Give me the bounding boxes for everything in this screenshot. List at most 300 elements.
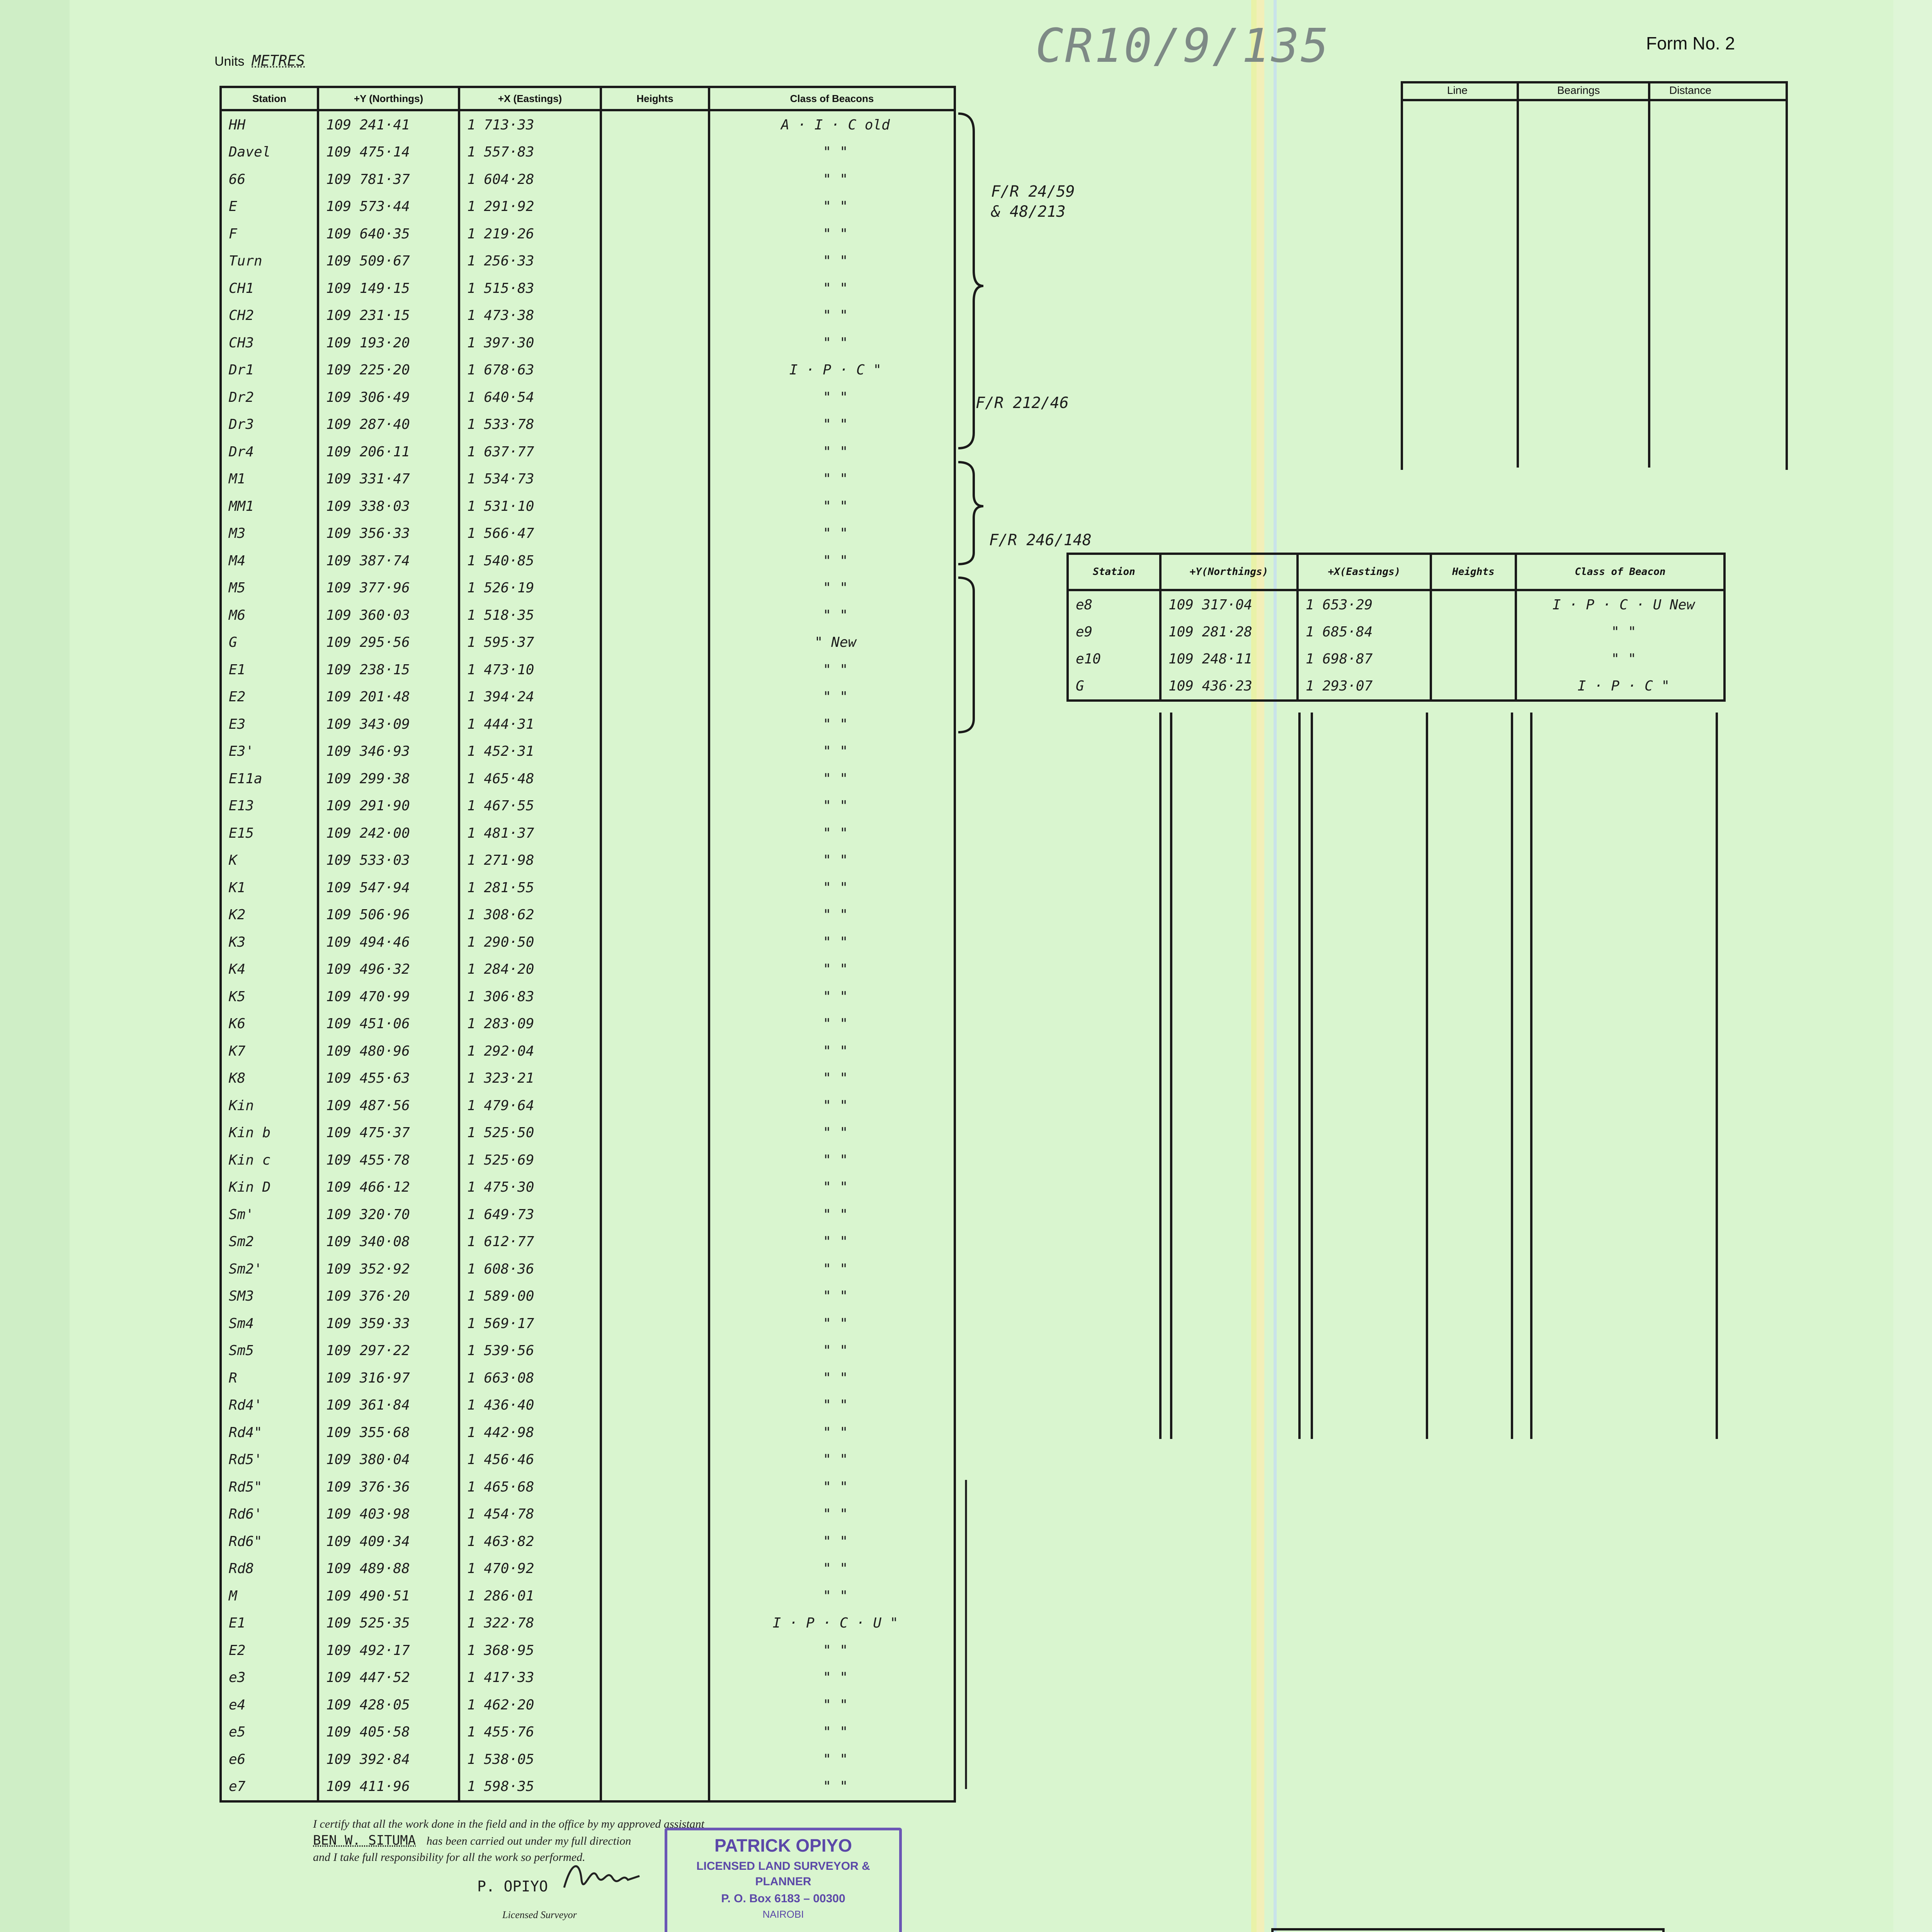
cell-height: [601, 1337, 709, 1365]
cell-northing: 109 331·47: [318, 466, 459, 493]
coordinate-row: [221, 1201, 955, 1228]
cell-class: " ": [709, 411, 955, 439]
cell-northing: 109 428·05: [318, 1691, 459, 1719]
cell-northing: 109 291·90: [318, 793, 459, 820]
coordinate-row: [221, 1364, 955, 1392]
cell-station: F: [221, 220, 318, 248]
coordinate-row: [221, 711, 955, 738]
cell-class: " ": [709, 493, 955, 520]
coordinate-row: [221, 929, 955, 956]
coordinate-row: [221, 466, 955, 493]
cell-northing: 109 380·04: [318, 1446, 459, 1474]
surveyor-signature: [560, 1857, 645, 1899]
bracket-label-2: F/R 212/46: [976, 394, 1069, 412]
form-number: Form No. 2: [1646, 33, 1735, 53]
cell-height: [601, 901, 709, 929]
cell-station: E: [221, 193, 318, 221]
cell-class: " ": [709, 329, 955, 357]
cell-northing: 109 377·96: [318, 575, 459, 602]
cell-northing: 109 231·15: [318, 302, 459, 330]
column-header-bearings: Bearings: [1557, 84, 1600, 96]
cell-station: E11a: [221, 765, 318, 793]
cell-class: " New: [709, 629, 955, 656]
coordinate-row: [221, 220, 955, 248]
cell-easting: 1 663·08: [459, 1364, 601, 1392]
cell-northing: 109 242·00: [318, 820, 459, 847]
cell-class: " ": [709, 1010, 955, 1038]
right-table-column-lines: [1066, 713, 1723, 1447]
cell-class: " ": [709, 139, 955, 166]
cell-northing: 109 201·48: [318, 684, 459, 711]
cell-northing: 109 455·78: [318, 1146, 459, 1174]
cell-class: " ": [709, 1174, 955, 1201]
cell-class: " ": [709, 602, 955, 629]
cell-station: K4: [221, 956, 318, 983]
cell-height: [601, 1419, 709, 1446]
cell-northing: 109 193·20: [318, 329, 459, 357]
cell-class: " ": [709, 684, 955, 711]
cell-northing: 109 506·96: [318, 901, 459, 929]
cell-height: [601, 547, 709, 575]
cell-northing: 109 573·44: [318, 193, 459, 221]
reference-number: CR10/9/135: [1036, 19, 1330, 73]
cell-height: [601, 1255, 709, 1283]
cell-height: [601, 384, 709, 411]
coordinate-row: [221, 1228, 955, 1256]
cell-station: E3: [221, 711, 318, 738]
cell-station: Kin: [221, 1092, 318, 1119]
cell-height: [601, 1283, 709, 1310]
cell-easting: 1 566·47: [459, 520, 601, 548]
cell-height: [601, 1664, 709, 1692]
cell-class: " ": [709, 1201, 955, 1228]
cell-station: Dr1: [221, 357, 318, 384]
cell-class: " ": [709, 1092, 955, 1119]
coordinate-row: [221, 520, 955, 548]
cell-height: [1431, 618, 1516, 645]
coordinate-row: [221, 1582, 955, 1610]
cell-height: [601, 1037, 709, 1065]
cell-station: e3: [221, 1664, 318, 1692]
cell-easting: 1 685·84: [1298, 618, 1431, 645]
coordinate-row: [221, 1255, 955, 1283]
cell-station: Rd6": [221, 1528, 318, 1555]
cell-northing: 109 320·70: [318, 1201, 459, 1228]
cell-class: I · P · C ": [709, 357, 955, 384]
cell-station: G: [1068, 672, 1160, 701]
coordinate-row: [221, 820, 955, 847]
column-header-eastings: +X (Eastings): [459, 87, 601, 110]
cell-height: [601, 1392, 709, 1419]
cell-station: Kin D: [221, 1174, 318, 1201]
cell-height: [601, 1092, 709, 1119]
coordinate-row: [221, 847, 955, 874]
cell-northing: 109 361·84: [318, 1392, 459, 1419]
bracket-3-lower: [943, 614, 981, 742]
units-label: Units METRES: [214, 52, 305, 69]
coordinate-row: [221, 547, 955, 575]
cell-class: " ": [709, 1582, 955, 1610]
cell-northing: 109 387·74: [318, 547, 459, 575]
cell-easting: 1 436·40: [459, 1392, 601, 1419]
cell-northing: 109 356·33: [318, 520, 459, 548]
cell-height: [601, 1473, 709, 1501]
cell-northing: 109 490·51: [318, 1582, 459, 1610]
cell-easting: 1 308·62: [459, 901, 601, 929]
cell-class: " ": [709, 466, 955, 493]
cell-height: [601, 711, 709, 738]
cell-easting: 1 455·76: [459, 1719, 601, 1746]
cell-height: [601, 793, 709, 820]
cell-station: K3: [221, 929, 318, 956]
cell-northing: 109 489·88: [318, 1555, 459, 1583]
cell-northing: 109 466·12: [318, 1174, 459, 1201]
cell-height: [601, 1174, 709, 1201]
column-header-distance: Distance: [1669, 84, 1711, 96]
cell-easting: 1 612·77: [459, 1228, 601, 1256]
cell-easting: 1 292·04: [459, 1037, 601, 1065]
cell-station: SM3: [221, 1283, 318, 1310]
cell-station: Dr2: [221, 384, 318, 411]
cell-class: " ": [709, 438, 955, 466]
cell-station: G: [221, 629, 318, 656]
cell-height: [601, 110, 709, 139]
bracket-lower: [954, 1480, 978, 1797]
cell-class: " ": [709, 1392, 955, 1419]
coordinate-row: [221, 166, 955, 193]
cell-height: [601, 684, 709, 711]
coordinate-row: [221, 302, 955, 330]
cell-height: [601, 493, 709, 520]
cell-easting: 1 479·64: [459, 1092, 601, 1119]
cell-easting: 1 475·30: [459, 1174, 601, 1201]
cell-station: K6: [221, 1010, 318, 1038]
cell-class: " ": [709, 901, 955, 929]
cell-easting: 1 454·78: [459, 1501, 601, 1528]
cell-northing: 109 480·96: [318, 1037, 459, 1065]
cell-class: " ": [709, 847, 955, 874]
cell-easting: 1 467·55: [459, 793, 601, 820]
right-coordinate-row: [1068, 618, 1725, 645]
coordinate-row: [221, 874, 955, 901]
column-header-line: Line: [1447, 84, 1468, 96]
coordinate-row: [221, 411, 955, 439]
cell-easting: 1 525·69: [459, 1146, 601, 1174]
coordinate-row: [221, 357, 955, 384]
cell-height: [601, 1119, 709, 1147]
bracket-label-1: F/R 24/59 & 48/213: [991, 183, 1075, 221]
cell-station: e7: [221, 1773, 318, 1802]
cell-station: e4: [221, 1691, 318, 1719]
cell-easting: 1 569·17: [459, 1310, 601, 1337]
cell-height: [601, 438, 709, 466]
cell-class: " ": [709, 1065, 955, 1092]
coordinate-row: [221, 1610, 955, 1637]
cell-station: Sm5: [221, 1337, 318, 1365]
cell-easting: 1 713·33: [459, 110, 601, 139]
cell-height: [601, 956, 709, 983]
cell-height: [601, 1719, 709, 1746]
cell-northing: 109 149·15: [318, 275, 459, 302]
surveyor-name: P. OPIYO: [477, 1878, 548, 1895]
coordinate-row: [221, 901, 955, 929]
cell-northing: 109 494·46: [318, 929, 459, 956]
cell-station: E3': [221, 738, 318, 765]
cell-station: M5: [221, 575, 318, 602]
cell-height: [601, 765, 709, 793]
cell-class: " ": [709, 956, 955, 983]
right-header-heights: Heights: [1431, 554, 1516, 590]
cell-station: M: [221, 1582, 318, 1610]
cell-easting: 1 557·83: [459, 139, 601, 166]
cell-station: e8: [1068, 590, 1160, 618]
coordinate-row: [221, 1392, 955, 1419]
cell-northing: 109 338·03: [318, 493, 459, 520]
cell-class: " ": [709, 1473, 955, 1501]
cell-height: [601, 575, 709, 602]
cell-class: " ": [709, 1255, 955, 1283]
bracket-label-3: F/R 246/148: [989, 531, 1092, 549]
cell-height: [601, 411, 709, 439]
cell-class: " ": [709, 520, 955, 548]
cell-class: " ": [709, 711, 955, 738]
cell-height: [601, 1610, 709, 1637]
coordinate-row: [221, 1473, 955, 1501]
cell-class: I · P · C ": [1516, 672, 1725, 701]
cell-class: " ": [709, 275, 955, 302]
cell-easting: 1 538·05: [459, 1746, 601, 1773]
cell-easting: 1 595·37: [459, 629, 601, 656]
cell-northing: 109 316·97: [318, 1364, 459, 1392]
cell-northing: 109 405·58: [318, 1719, 459, 1746]
cell-height: [601, 220, 709, 248]
cell-easting: 1 473·10: [459, 656, 601, 684]
bracket-2: [958, 462, 983, 564]
coordinate-row: [221, 1746, 955, 1773]
cell-class: " ": [709, 1037, 955, 1065]
cell-northing: 109 355·68: [318, 1419, 459, 1446]
cell-height: [601, 1637, 709, 1664]
cell-easting: 1 368·95: [459, 1637, 601, 1664]
coordinate-row: [221, 1010, 955, 1038]
cell-northing: 109 346·93: [318, 738, 459, 765]
cell-height: [601, 983, 709, 1010]
coordinate-row: [221, 1037, 955, 1065]
cell-station: R: [221, 1364, 318, 1392]
coordinate-row: [221, 1092, 955, 1119]
right-table-header: [1068, 554, 1725, 590]
right-header-station: Station: [1068, 554, 1160, 590]
coordinate-row: [221, 110, 955, 139]
coordinate-row: [221, 1146, 955, 1174]
cell-easting: 1 394·24: [459, 684, 601, 711]
cell-station: E1: [221, 656, 318, 684]
coordinate-row: [221, 193, 955, 221]
right-coordinate-row: [1068, 590, 1725, 618]
cell-class: " ": [709, 1146, 955, 1174]
cell-easting: 1 286·01: [459, 1582, 601, 1610]
cell-station: Rd5": [221, 1473, 318, 1501]
cell-easting: 1 525·50: [459, 1119, 601, 1147]
cell-height: [601, 629, 709, 656]
cell-height: [601, 466, 709, 493]
right-header-eastings: +X(Eastings): [1298, 554, 1431, 590]
cell-northing: 109 317·04: [1160, 590, 1298, 618]
cell-easting: 1 283·09: [459, 1010, 601, 1038]
cell-easting: 1 306·83: [459, 983, 601, 1010]
cell-northing: 109 436·23: [1160, 672, 1298, 701]
cell-easting: 1 417·33: [459, 1664, 601, 1692]
cell-easting: 1 470·92: [459, 1555, 601, 1583]
cell-class: " ": [709, 1746, 955, 1773]
cell-easting: 1 271·98: [459, 847, 601, 874]
cell-station: Sm': [221, 1201, 318, 1228]
cert-line-1: I certify that all the work done in the field and in the office by my approved assistant: [313, 1818, 704, 1830]
cell-station: K1: [221, 874, 318, 901]
cell-station: K8: [221, 1065, 318, 1092]
cell-class: " ": [709, 302, 955, 330]
cell-station: Turn: [221, 248, 318, 275]
cell-easting: 1 444·31: [459, 711, 601, 738]
cell-northing: 109 352·92: [318, 1255, 459, 1283]
coordinate-row: [221, 793, 955, 820]
cell-height: [601, 520, 709, 548]
right-coordinate-row: [1068, 672, 1725, 701]
column-header-station: Station: [221, 87, 318, 110]
cell-height: [601, 1201, 709, 1228]
coordinate-row: [221, 1664, 955, 1692]
cell-station: Rd6': [221, 1501, 318, 1528]
cell-northing: 109 392·84: [318, 1746, 459, 1773]
cell-class: " ": [709, 193, 955, 221]
coordinate-row: [221, 1337, 955, 1365]
cell-northing: 109 525·35: [318, 1610, 459, 1637]
cell-easting: 1 518·35: [459, 602, 601, 629]
cell-northing: 109 447·52: [318, 1664, 459, 1692]
coordinate-row: [221, 602, 955, 629]
cell-northing: 109 547·94: [318, 874, 459, 901]
cert-line-3: and I take full responsibility for all the work so performed.: [313, 1851, 585, 1864]
coordinate-row: [221, 765, 955, 793]
cell-northing: 109 475·37: [318, 1119, 459, 1147]
cell-easting: 1 290·50: [459, 929, 601, 956]
cell-easting: 1 698·87: [1298, 645, 1431, 672]
coordinate-row: [221, 384, 955, 411]
coordinate-row: [221, 656, 955, 684]
cell-easting: 1 640·54: [459, 384, 601, 411]
cell-height: [601, 1146, 709, 1174]
cell-easting: 1 465·68: [459, 1473, 601, 1501]
cell-height: [601, 193, 709, 221]
cell-station: E1: [221, 1610, 318, 1637]
cell-class: " ": [709, 1310, 955, 1337]
cell-station: K7: [221, 1037, 318, 1065]
cell-height: [601, 302, 709, 330]
cell-station: Dr4: [221, 438, 318, 466]
cell-height: [601, 1310, 709, 1337]
cell-northing: 109 403·98: [318, 1501, 459, 1528]
coordinate-row: [221, 1283, 955, 1310]
coordinate-row: [221, 1528, 955, 1555]
cell-station: CH1: [221, 275, 318, 302]
right-header-class: Class of Beacon: [1516, 554, 1725, 590]
cell-height: [601, 139, 709, 166]
cell-northing: 109 225·20: [318, 357, 459, 384]
cell-easting: 1 323·21: [459, 1065, 601, 1092]
cell-class: " ": [709, 1501, 955, 1528]
cell-northing: 109 533·03: [318, 847, 459, 874]
cell-easting: 1 456·46: [459, 1446, 601, 1474]
cell-station: M1: [221, 466, 318, 493]
cell-station: Sm4: [221, 1310, 318, 1337]
coordinate-row: [221, 575, 955, 602]
cell-class: " ": [709, 765, 955, 793]
cell-northing: 109 206·11: [318, 438, 459, 466]
cell-station: Rd4': [221, 1392, 318, 1419]
cell-station: Kin c: [221, 1146, 318, 1174]
cell-class: " ": [709, 1364, 955, 1392]
cell-northing: 109 475·14: [318, 139, 459, 166]
bracket-3: [958, 578, 974, 614]
cell-class: " ": [709, 1691, 955, 1719]
cell-station: M6: [221, 602, 318, 629]
cell-station: E2: [221, 684, 318, 711]
cell-northing: 109 343·09: [318, 711, 459, 738]
surveyor-caption: Licensed Surveyor: [502, 1909, 577, 1920]
cell-northing: 109 299·38: [318, 765, 459, 793]
cell-station: e6: [221, 1746, 318, 1773]
cell-class: " ": [709, 874, 955, 901]
cell-easting: 1 526·19: [459, 575, 601, 602]
cell-station: M3: [221, 520, 318, 548]
cell-station: E15: [221, 820, 318, 847]
cell-class: " ": [709, 575, 955, 602]
cell-northing: 109 455·63: [318, 1065, 459, 1092]
cell-height: [601, 1501, 709, 1528]
cell-height: [601, 1773, 709, 1802]
cell-easting: 1 281·55: [459, 874, 601, 901]
cell-station: e5: [221, 1719, 318, 1746]
cell-northing: 109 487·56: [318, 1092, 459, 1119]
cell-station: 66: [221, 166, 318, 193]
cell-station: K2: [221, 901, 318, 929]
cell-class: " ": [709, 1337, 955, 1365]
cell-station: Rd4": [221, 1419, 318, 1446]
cell-class: " ": [709, 220, 955, 248]
coordinate-row: [221, 738, 955, 765]
coordinate-row: [221, 1419, 955, 1446]
cell-class: " ": [709, 793, 955, 820]
cell-class: " ": [1516, 645, 1725, 672]
cell-height: [601, 847, 709, 874]
coordinate-row: [221, 275, 955, 302]
cell-class: " ": [709, 820, 955, 847]
cell-class: A · I · C old: [709, 110, 955, 139]
coordinate-row: [221, 1174, 955, 1201]
cell-height: [601, 248, 709, 275]
cell-station: E13: [221, 793, 318, 820]
cell-class: " ": [709, 248, 955, 275]
cell-northing: 109 306·49: [318, 384, 459, 411]
cell-class: " ": [709, 1637, 955, 1664]
cell-class: I · P · C · U New: [1516, 590, 1725, 618]
cell-class: " ": [709, 1228, 955, 1256]
cell-easting: 1 473·38: [459, 302, 601, 330]
coordinate-row: [221, 983, 955, 1010]
cell-station: E2: [221, 1637, 318, 1664]
cell-easting: 1 589·00: [459, 1283, 601, 1310]
cell-height: [601, 1228, 709, 1256]
